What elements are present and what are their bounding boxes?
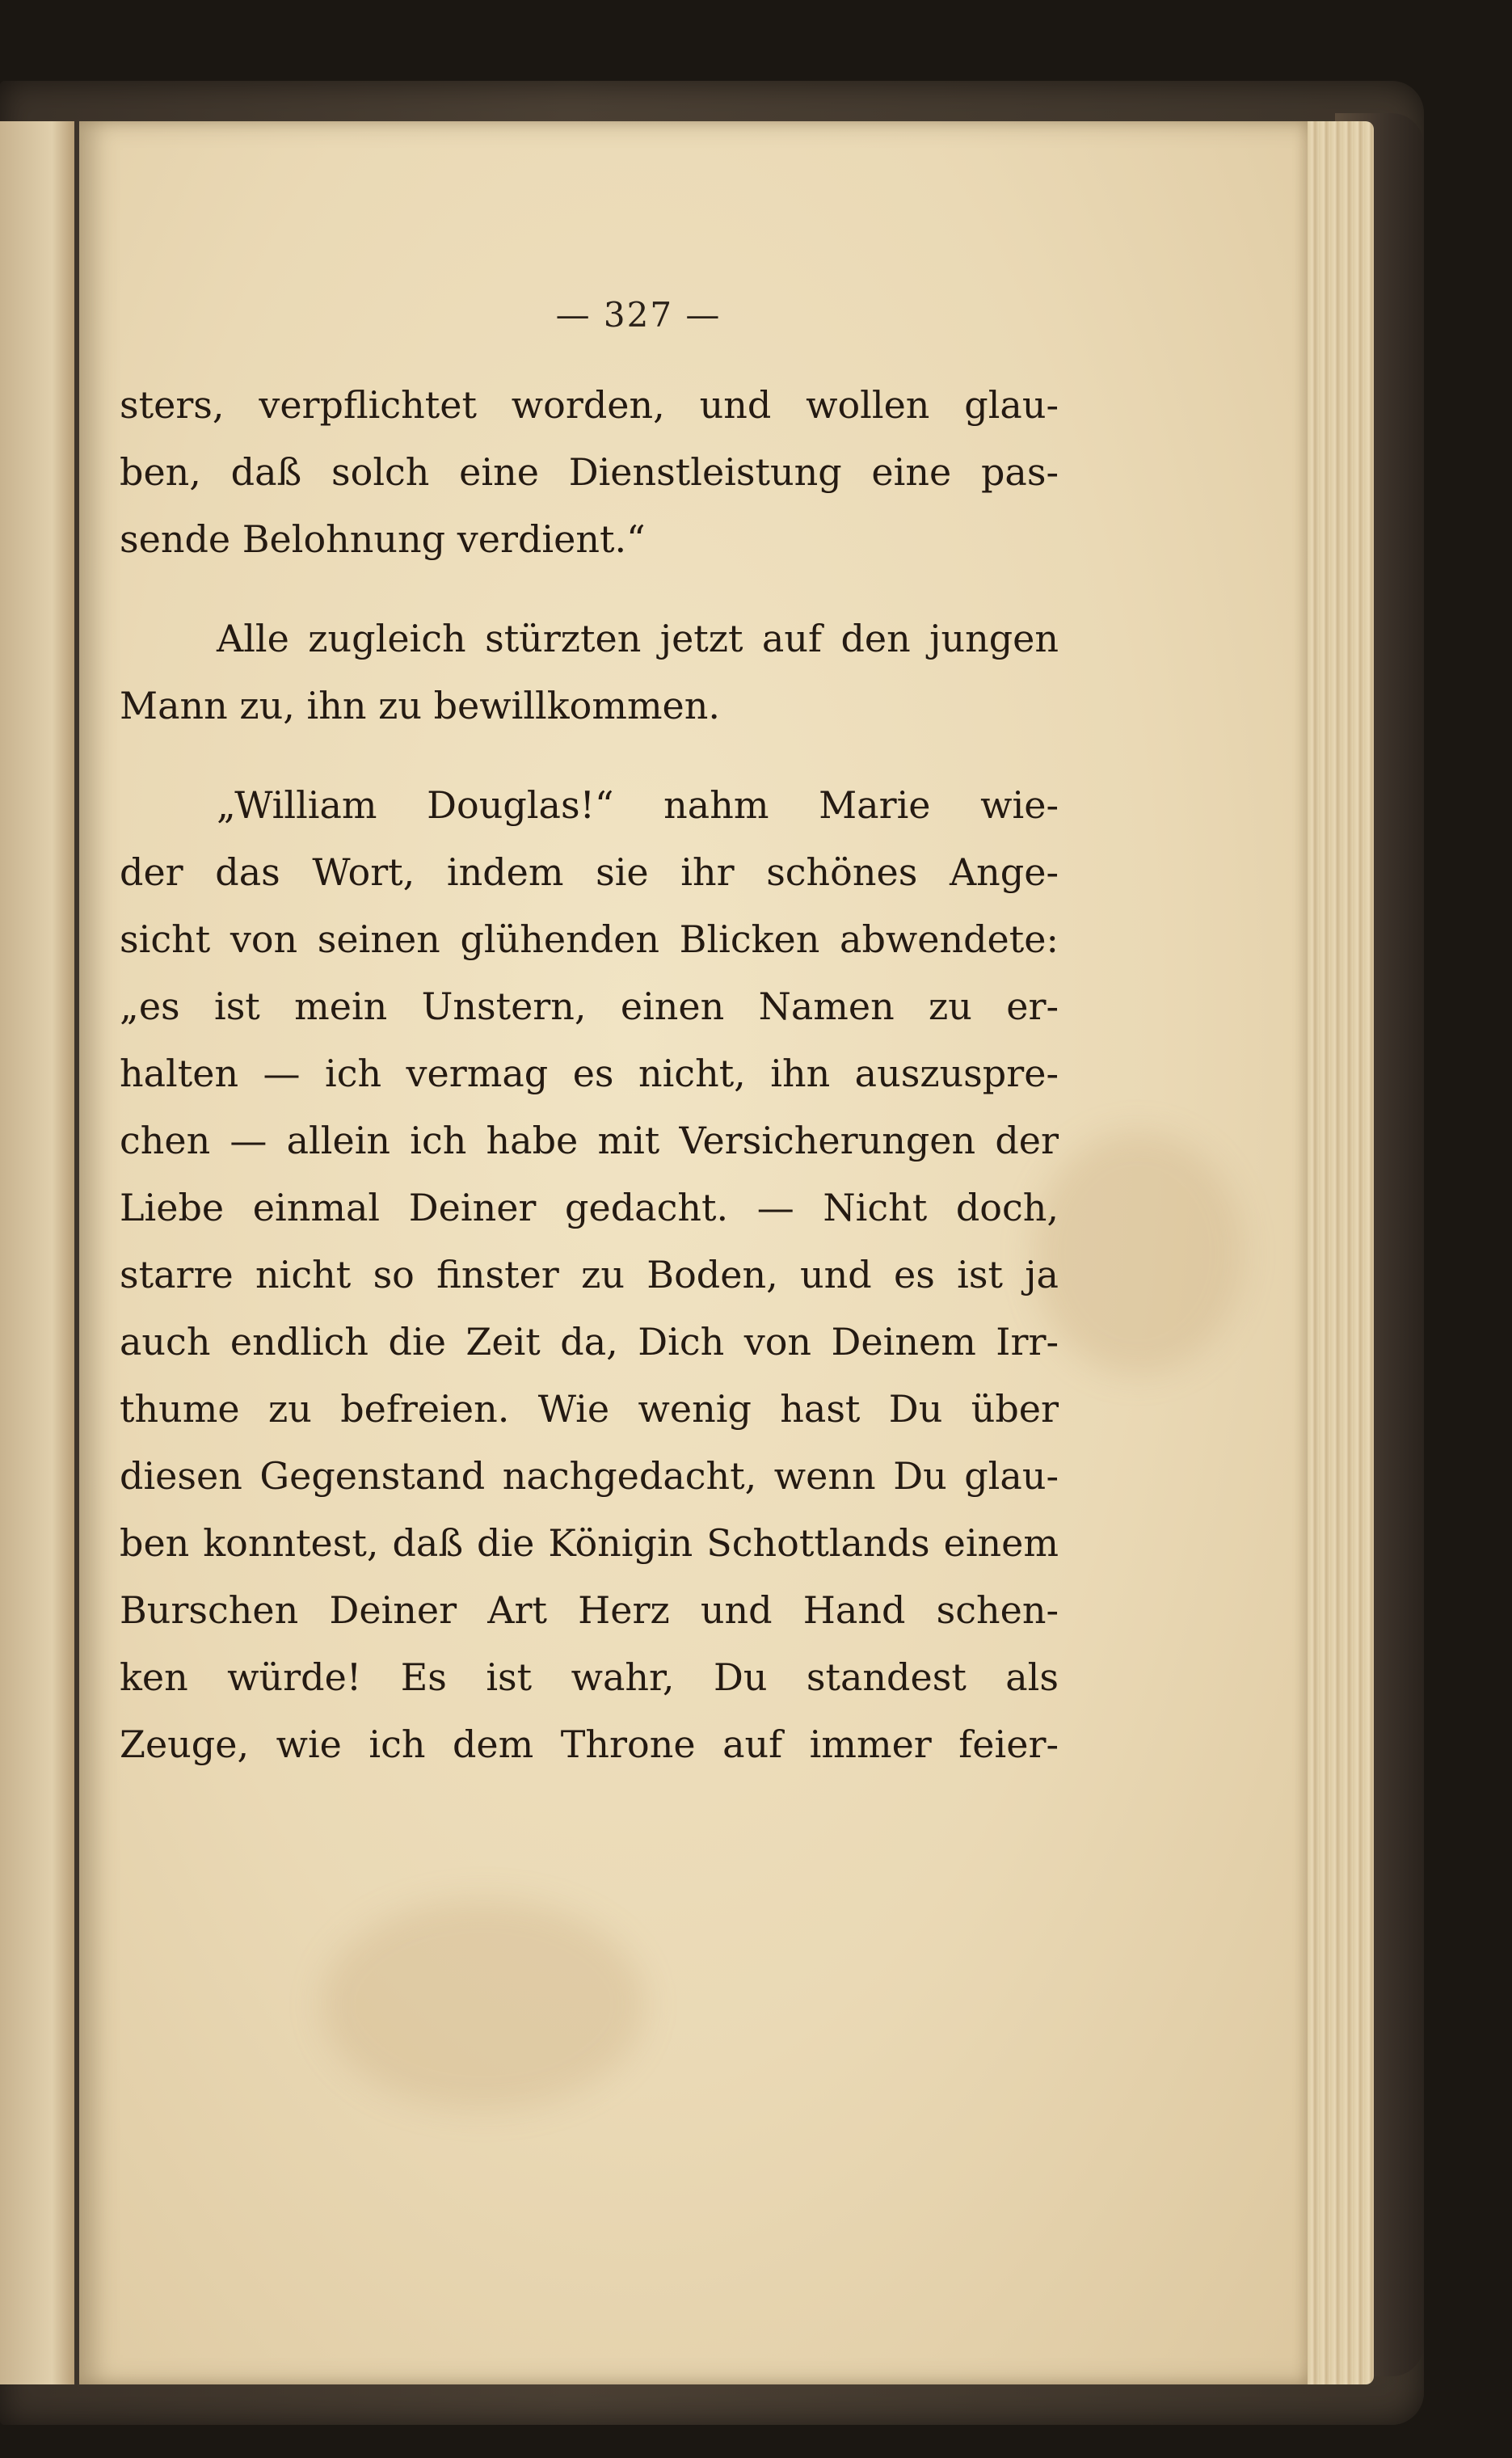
text-line: starre nicht so finster zu Boden, und es ist ja: [120, 1253, 1059, 1296]
text-line: Liebe einmal Deiner gedacht. — Nicht doch,: [120, 1186, 1059, 1229]
text-line: thume zu befreien. Wie wenig hast Du über: [120, 1387, 1059, 1431]
text-line: Zeuge, wie ich dem Throne auf immer feier-: [120, 1722, 1059, 1766]
text-line: sicht von seinen glühenden Blicken abwendete:: [120, 917, 1059, 961]
text-line: Alle zugleich stürzten jetzt auf den jungen: [217, 617, 1059, 660]
text-line: diesen Gegenstand nachgedacht, wenn Du glau-: [120, 1454, 1059, 1498]
page-stain: [322, 1899, 645, 2110]
text-line: Burschen Deiner Art Herz und Hand schen-: [120, 1588, 1059, 1632]
text-line: Mann zu, ihn zu bewillkommen.: [120, 684, 721, 727]
page-body-text: [120, 372, 1059, 1778]
text-line: „William Douglas!“ nahm Marie wie-: [217, 783, 1059, 827]
text-line: halten — ich vermag es nicht, ihn auszuspre-: [120, 1052, 1059, 1095]
text-line: „es ist mein Unstern, einen Namen zu er-: [120, 984, 1059, 1028]
paragraph: [120, 605, 1059, 740]
text-line: ben, daß solch eine Dienstleistung eine pas-: [120, 450, 1059, 494]
page-number: — 327 —: [555, 295, 722, 335]
text-line: sende Belohnung verdient.“: [120, 517, 646, 561]
text-line: auch endlich die Zeit da, Dich von Deinem Irr-: [120, 1320, 1059, 1364]
paragraph: [120, 772, 1059, 1778]
text-line: der das Wort, indem sie ihr schönes Ange-: [120, 850, 1059, 894]
text-line: chen — allein ich habe mit Versicherungen der: [120, 1119, 1059, 1162]
text-line: sters, verpflichtet worden, und wollen glau-: [120, 383, 1059, 427]
page-stain: [1033, 1132, 1243, 1374]
text-line: ken würde! Es ist wahr, Du standest als: [120, 1655, 1059, 1699]
left-page-edge: [0, 121, 74, 2384]
text-line: ben konntest, daß die Königin Schottlands einem: [120, 1521, 1059, 1565]
paragraph: [120, 372, 1059, 573]
